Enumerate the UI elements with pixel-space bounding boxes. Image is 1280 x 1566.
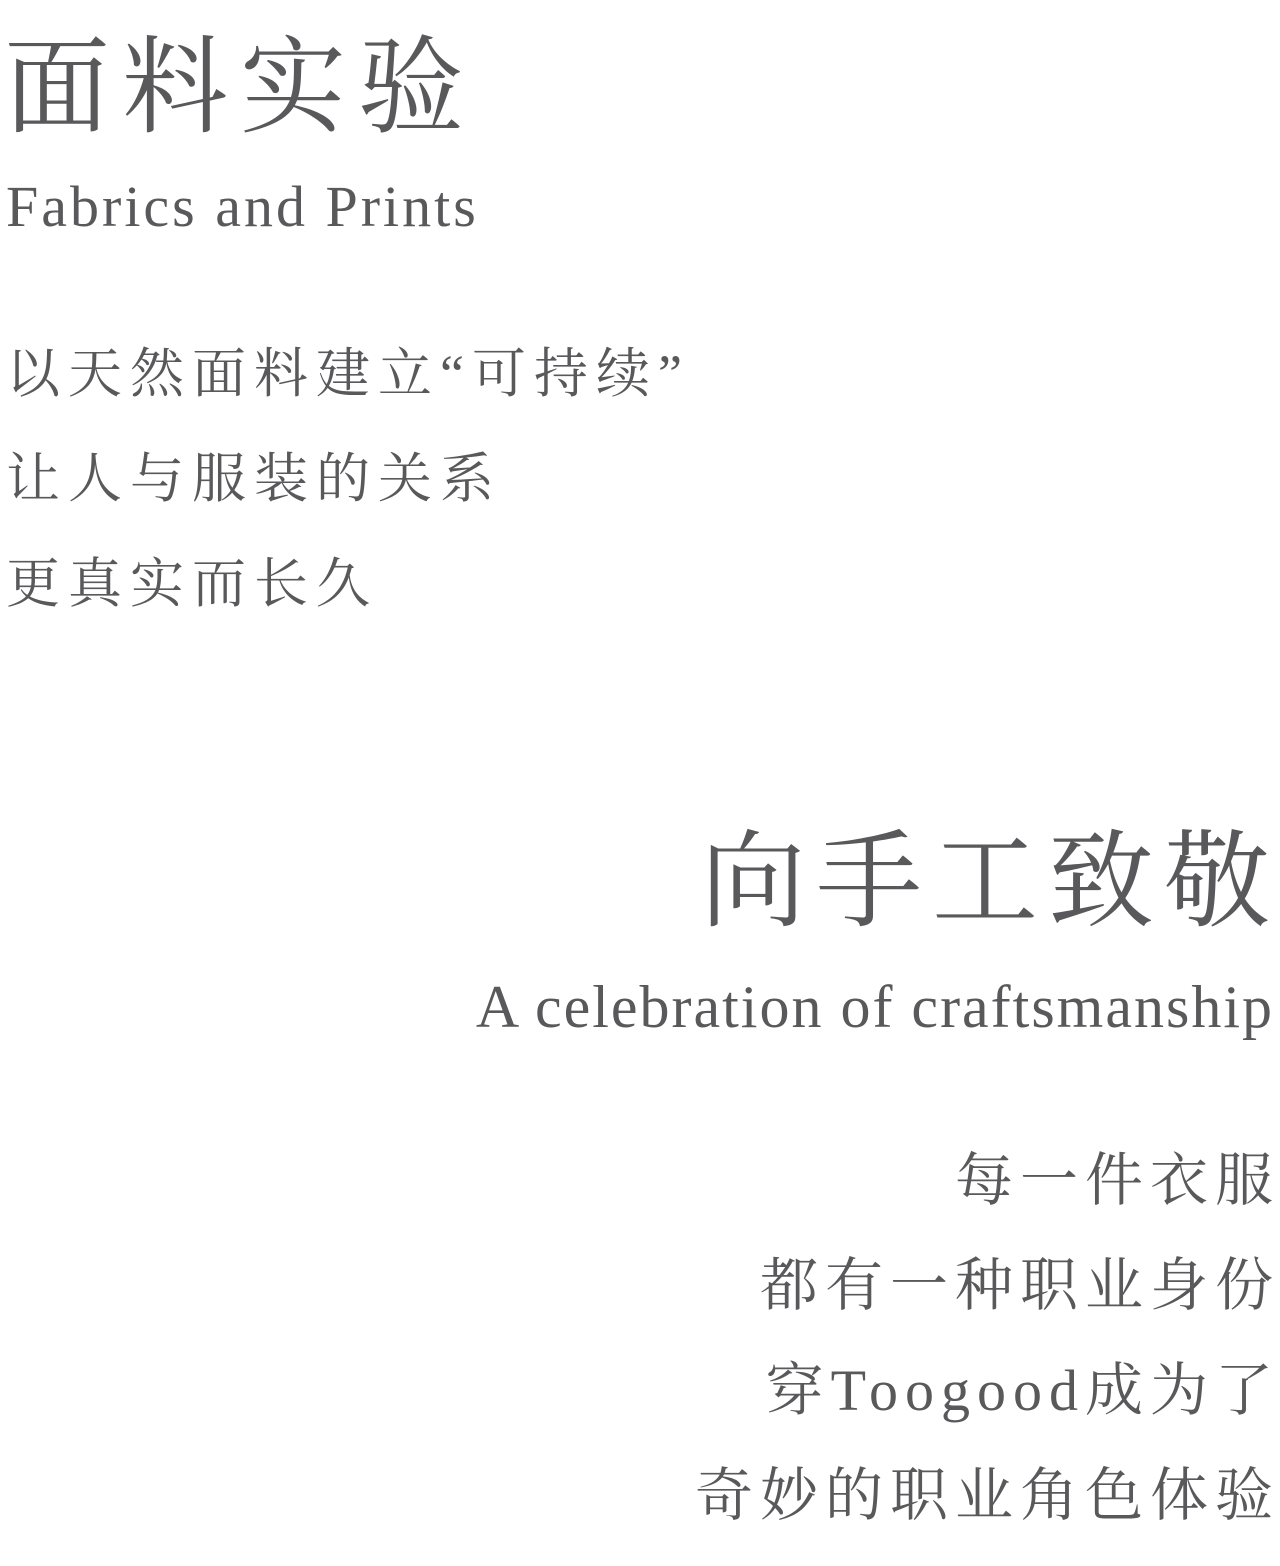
craft-line-1: 每一件衣服	[954, 1148, 1280, 1213]
craft-line-3: 穿Toogood成为了	[765, 1358, 1280, 1423]
craft-paragraph	[0, 1128, 1280, 1548]
craft-line-4: 奇妙的职业角色体验	[694, 1463, 1280, 1528]
craft-line-2: 都有一种职业身份	[759, 1253, 1280, 1318]
fabrics-paragraph	[6, 322, 690, 637]
fabrics-title-en: Fabrics and Prints	[6, 174, 479, 239]
fabrics-title-zh: 面料实验	[4, 30, 476, 147]
fabrics-line-1: 以天然面料建立“可持续”	[6, 344, 690, 404]
craft-title-en: A celebration of craftsmanship	[475, 974, 1274, 1040]
fabrics-line-3: 更真实而长久	[6, 554, 378, 614]
fabrics-line-2: 让人与服装的关系	[6, 449, 502, 509]
craft-title-zh: 向手工致敬	[700, 824, 1280, 941]
